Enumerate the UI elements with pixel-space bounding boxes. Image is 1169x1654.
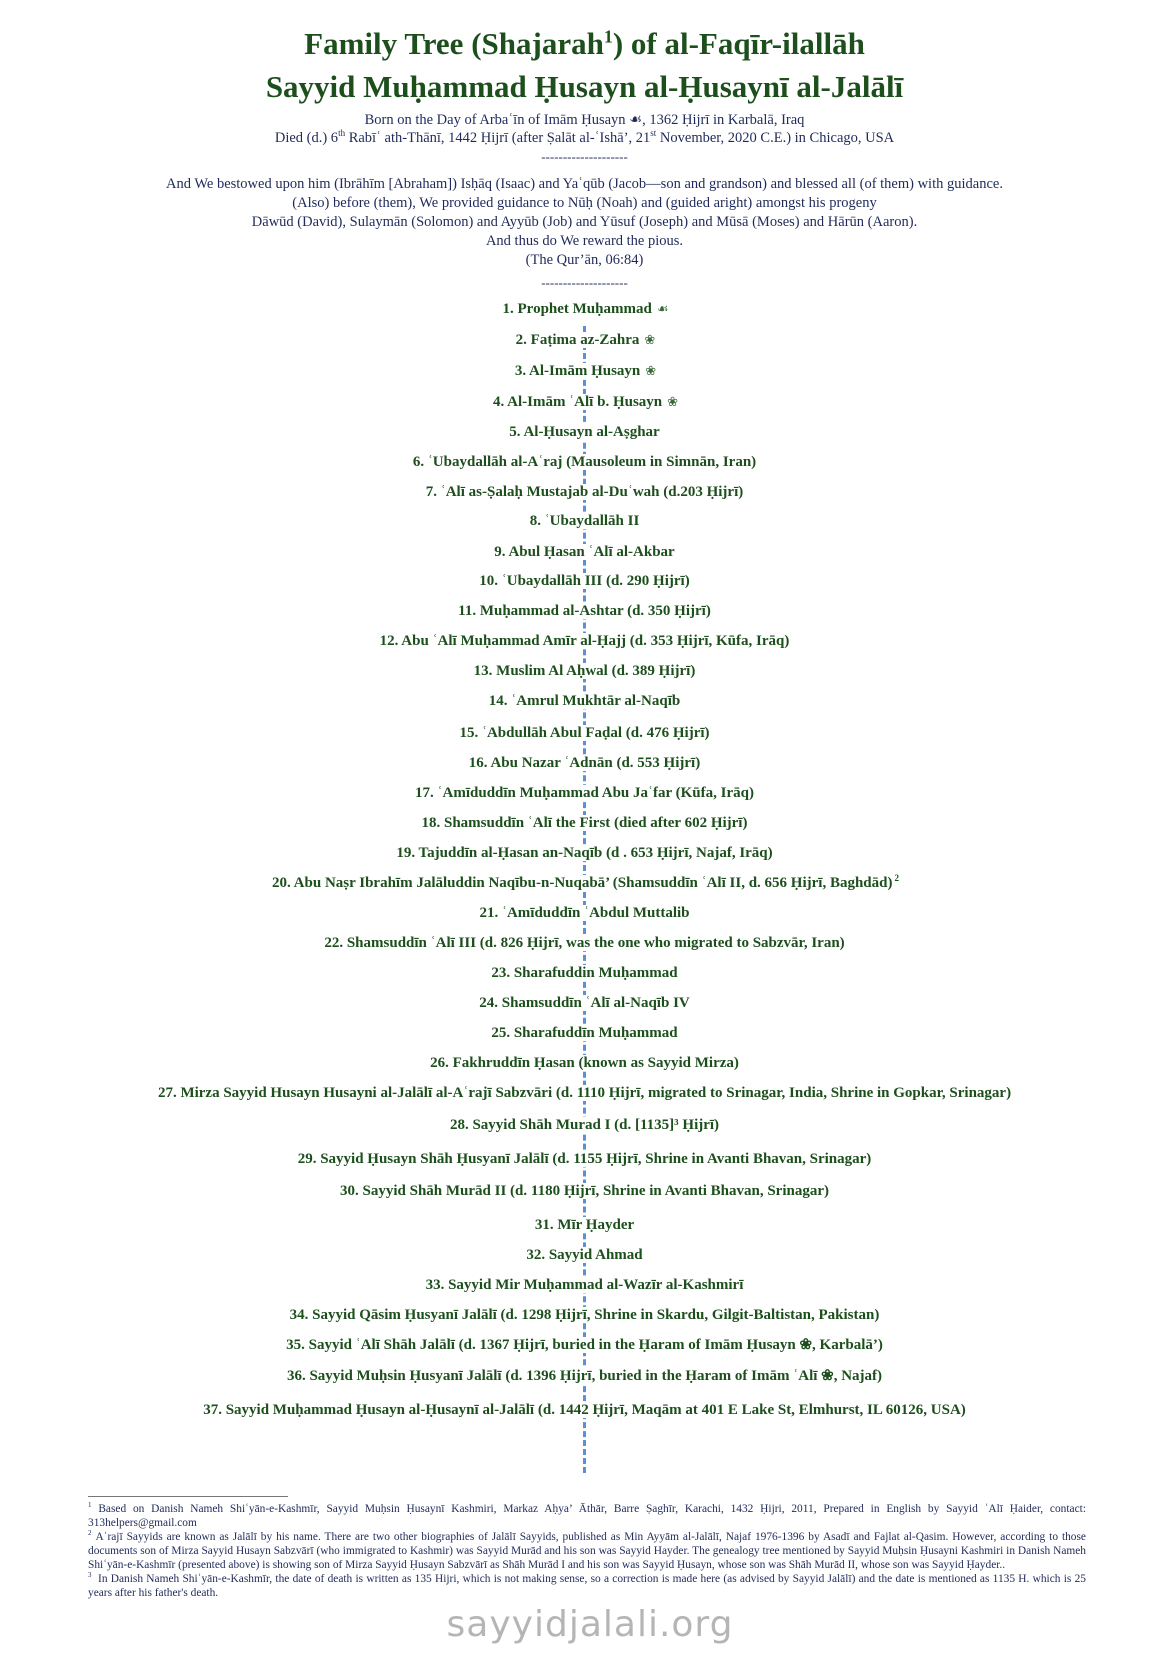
generation-label: 13. Muslim Al Aḥwal (d. 389 Ḥijrī) bbox=[473, 663, 696, 679]
generation-entry bbox=[0, 602, 1169, 620]
quran-separator: -------------------- bbox=[541, 275, 628, 290]
quran-verse bbox=[0, 175, 1169, 270]
generation-entry bbox=[0, 483, 1169, 501]
generation-entry bbox=[0, 1116, 1169, 1134]
death-info-sup-2: st bbox=[650, 128, 657, 139]
generation-label: 3. Al-Imām Ḥusayn bbox=[514, 363, 641, 379]
footnote-ref[interactable]: 2 bbox=[894, 873, 899, 883]
generation-label: 23. Sharafuddin Muḥammad bbox=[491, 965, 678, 981]
title-line-1-text: Family Tree (Shajarah bbox=[304, 26, 604, 61]
generation-label: 37. Sayyid Muḥammad Ḥusayn al-Ḥusaynī al-Jalālī (d. 1442 Ḥijrī, Maqām at 401 E Lake St, Elmhurst, IL 60126, USA) bbox=[203, 1402, 966, 1418]
generation-label: 11. Muḥammad al-Ashtar (d. 350 Ḥijrī) bbox=[458, 603, 711, 619]
generation-label: 26. Fakhruddīn Ḥasan (known as Sayyid Mirza) bbox=[430, 1055, 739, 1071]
footnote-rule bbox=[88, 1496, 288, 1497]
generation-entry bbox=[0, 423, 1169, 441]
generation-entry bbox=[0, 1216, 1169, 1234]
generation-label: 35. Sayyid ʿAlī Shāh Jalālī (d. 1367 Ḥijrī, buried in the Ḥaram of Imām Ḥusayn ❀, Karbalā’) bbox=[286, 1337, 883, 1353]
quran-line: Dāwūd (David), Sulaymān (Solomon) and Ayyūb (Job) and Yūsuf (Joseph) and Mūsā (Moses) and Hārūn (Aaron). bbox=[251, 214, 918, 230]
header-separator: -------------------- bbox=[541, 149, 628, 164]
footnote-text: Aʿrajī Sayyids are known as Jalālī by his name. There are two other biographies of Jalālī Sayyids, published as Min Ayyām al-Jalālī, Najaf 1976-1396 by Asadī and Fajlat al-Qasim. However, according to those documents son of Mirza Sayyid Husayn Sabzvārī (who immigrated to Kashmir) was Sayyid Murād and his son was Sayyid Hayder. The genealogy tree mentioned by Sayyid Muḥsin Ḥusayni Kashmiri in Danish Nameh Shiʿyān-e-Kashmīr (presented above) is showing son of Mirza Sayyid Ḥusayn Sabzvārī as Shāh Murād I and his son was Sayyid Ḥusayn, whose son was Shāh Murād II, whose son was Sayyid Ḥayder.. bbox=[88, 1531, 1086, 1571]
generation-label: 32. Sayyid Ahmad bbox=[526, 1247, 643, 1263]
footnotes bbox=[88, 1502, 1086, 1600]
generation-label: 33. Sayyid Mir Muḥammad al-Wazīr al-Kashmirī bbox=[425, 1277, 744, 1293]
footnote-1 bbox=[88, 1502, 1086, 1530]
title-line-1 bbox=[0, 26, 1169, 62]
generation-label: 36. Sayyid Muḥsin Ḥusyanī Jalālī (d. 1396 Ḥijrī, buried in the Ḥaram of Imām ʿAlī ❀, Najaf) bbox=[286, 1368, 883, 1384]
footnote-number: 1 bbox=[88, 1501, 92, 1510]
death-info bbox=[0, 129, 1169, 148]
honorific-icon: ❀ bbox=[645, 363, 657, 378]
generation-label: 31. Mīr Ḥayder bbox=[534, 1217, 635, 1233]
generation-label: 9. Abul Ḥasan ʿAlī al-Akbar bbox=[494, 544, 675, 560]
generation-label: 2. Faṭima az-Zahra bbox=[515, 332, 640, 348]
generation-entry bbox=[0, 543, 1169, 561]
footnote-text: Based on Danish Nameh Shiʿyān-e-Kashmīr, Sayyid Muḥsin Ḥusaynī Kashmiri, Markaz Aḥya’ Āthār, Barre Ṣaghīr, Karachi, 1432 Ḥijri, 2011, Prepared in English by Sayyid ʿAlī Ḥaider, contact: 313helpers@gmail.com bbox=[88, 1503, 1086, 1529]
generation-entry bbox=[0, 632, 1169, 650]
quran-line: And We bestowed upon him (Ibrāhīm [Abraham]) Isḥāq (Isaac) and Yaʿqūb (Jacob—son and grandson) and blessed all (of them) with guidance. bbox=[166, 176, 1003, 192]
generation-entry bbox=[0, 1054, 1169, 1072]
generation-label: 24. Shamsuddīn ʿAlī al-Naqīb IV bbox=[479, 995, 690, 1011]
generation-label: 15. ʿAbdullāh Abul Faḍal (d. 476 Ḥijrī) bbox=[459, 725, 710, 741]
generation-label: 19. Tajuddīn al-Ḥasan an-Naqīb (d . 653 Ḥijrī, Najaf, Irāq) bbox=[396, 845, 773, 861]
footnote-ref-1[interactable]: 1 bbox=[603, 26, 613, 47]
generation-entry bbox=[0, 1306, 1169, 1324]
generation-entry bbox=[0, 1150, 1169, 1168]
footnote-3 bbox=[88, 1572, 1086, 1600]
footnote-text: In Danish Nameh Shiʿyān-e-Kashmīr, the date of death is written as 135 Hijri, which is not making sense, so a correction is made here (as advised by Sayyid Jalālī) and the date is mentioned as 1135 H. which is 25 years after his father's death. bbox=[88, 1573, 1086, 1599]
generation-entry bbox=[0, 692, 1169, 710]
honorific-icon: ❀ bbox=[644, 332, 656, 347]
generation-label: 18. Shamsuddīn ʿAlī the First (died after 602 Ḥijrī) bbox=[421, 815, 748, 831]
honorific-icon: ☙ bbox=[656, 301, 669, 316]
generation-entry bbox=[0, 1084, 1169, 1102]
generation-label: 20. Abu Naṣr Ibrahīm Jalāluddin Naqību-n-Nuqabā’ (Shamsuddīn ʿAlī II, d. 656 Ḥijrī, Baghdād) bbox=[272, 875, 893, 891]
generation-label: 25. Sharafuddīn Muḥammad bbox=[491, 1025, 678, 1041]
generation-label: 4. Al-Imām ʿAlī b. Ḥusayn bbox=[492, 394, 663, 410]
title-line-2: Sayyid Muḥammad Ḥusayn al-Ḥusaynī al-Jalālī bbox=[265, 69, 904, 104]
generation-label: 21. ʿAmīduddīn ʿAbdul Muttalib bbox=[479, 905, 690, 921]
generation-entry bbox=[0, 1182, 1169, 1200]
generation-entry bbox=[0, 453, 1169, 471]
quran-line: And thus do We reward the pious. bbox=[485, 233, 684, 249]
generation-label: 27. Mirza Sayyid Husayn Husayni al-Jalālī al-Aʿrajī Sabzvāri (d. 1110 Ḥijrī, migrated to Srinagar, India, Shrine in Gopkar, Srinagar) bbox=[157, 1085, 1012, 1101]
generation-entry bbox=[0, 874, 1169, 892]
footnote-2 bbox=[88, 1530, 1086, 1572]
title-line-1-end: ) of al-Faqīr-ilallāh bbox=[612, 26, 865, 61]
generation-entry bbox=[0, 393, 1169, 411]
quran-line: (Also) before (them), We provided guidance to Nūḥ (Noah) and (guided aright) amongst his progeny bbox=[292, 195, 877, 211]
generation-label: 10. ʿUbaydallāh III (d. 290 Ḥijrī) bbox=[479, 573, 690, 589]
generation-label: 34. Sayyid Qāsim Ḥusyanī Jalālī (d. 1298 Ḥijrī, Shrine in Skardu, Gilgit-Baltistan, Pakistan) bbox=[289, 1307, 880, 1323]
quran-citation: (The Qur’ān, 06:84) bbox=[525, 252, 644, 268]
death-info-part-2: Rabīʿ ath-Thānī, 1442 Ḥijrī (after Ṣalāt al-ʿIshā’, 21 bbox=[345, 130, 651, 146]
generation-label: 5. Al-Ḥusayn al-Aṣghar bbox=[509, 424, 660, 440]
generation-entry bbox=[0, 964, 1169, 982]
birth-info: Born on the Day of Arbaʿīn of Imām Ḥusayn ☙, 1362 Ḥijrī in Karbalā, Iraq bbox=[364, 112, 805, 128]
honorific-icon: ❀ bbox=[667, 394, 679, 409]
footnote-number: 2 bbox=[88, 1529, 92, 1538]
generation-label: 12. Abu ʿAlī Muḥammad Amīr al-Ḥajj (d. 353 Ḥijrī, Kūfa, Irāq) bbox=[379, 633, 790, 649]
watermark: sayyidjalali.org bbox=[446, 1604, 734, 1645]
generation-label: 29. Sayyid Ḥusayn Shāh Ḥusyanī Jalālī (d. 1155 Ḥijrī, Shrine in Avanti Bhavan, Srinagar) bbox=[297, 1151, 872, 1167]
generation-entry bbox=[0, 331, 1169, 349]
generation-label: 1. Prophet Muḥammad bbox=[502, 301, 652, 317]
generation-entry bbox=[0, 844, 1169, 862]
generation-entry bbox=[0, 1367, 1169, 1385]
generation-entry bbox=[0, 1276, 1169, 1294]
generation-label: 17. ʿAmīduddīn Muḥammad Abu Jaʿfar (Kūfa, Irāq) bbox=[415, 785, 754, 801]
generation-label: 8. ʿUbaydallāh II bbox=[529, 513, 640, 529]
generation-entry bbox=[0, 512, 1169, 530]
generation-label: 30. Sayyid Shāh Murād II (d. 1180 Ḥijrī, Shrine in Avanti Bhavan, Srinagar) bbox=[340, 1183, 829, 1199]
generation-entry bbox=[0, 994, 1169, 1012]
generation-entry bbox=[0, 662, 1169, 680]
generation-entry bbox=[0, 784, 1169, 802]
generation-label: 6. ʿUbaydallāh al-Aʿraj (Mausoleum in Simnān, Iran) bbox=[412, 454, 757, 470]
death-info-sup-1: th bbox=[338, 128, 346, 139]
generation-entry bbox=[0, 904, 1169, 922]
generation-label: 14. ʿAmrul Mukhtār al-Naqīb bbox=[488, 693, 681, 709]
generation-entry bbox=[0, 300, 1169, 318]
generation-entry bbox=[0, 754, 1169, 772]
generation-label: 28. Sayyid Shāh Murad I (d. [1135]³ Ḥijrī) bbox=[449, 1117, 720, 1133]
generation-entry bbox=[0, 814, 1169, 832]
death-info-part-3: November, 2020 C.E.) in Chicago, USA bbox=[656, 130, 895, 146]
generation-label: 22. Shamsuddīn ʿAlī III (d. 826 Ḥijrī, was the one who migrated to Sabzvār, Iran) bbox=[324, 935, 845, 951]
generation-entry bbox=[0, 1246, 1169, 1264]
generation-entry bbox=[0, 724, 1169, 742]
generation-entry bbox=[0, 1401, 1169, 1419]
generation-label: 7. ʿAlī as-Ṣalaḥ Mustajab al-Duʿwah (d.203 Ḥijrī) bbox=[425, 484, 744, 500]
generation-entry bbox=[0, 1336, 1169, 1354]
death-info-part-1: Died (d.) 6 bbox=[274, 130, 339, 146]
generation-entry bbox=[0, 572, 1169, 590]
footnote-number: 3 bbox=[88, 1571, 92, 1580]
generation-entry bbox=[0, 362, 1169, 380]
generation-label: 16. Abu Nazar ʿAdnān (d. 553 Ḥijrī) bbox=[468, 755, 701, 771]
generation-entry bbox=[0, 934, 1169, 952]
generation-entry bbox=[0, 1024, 1169, 1042]
